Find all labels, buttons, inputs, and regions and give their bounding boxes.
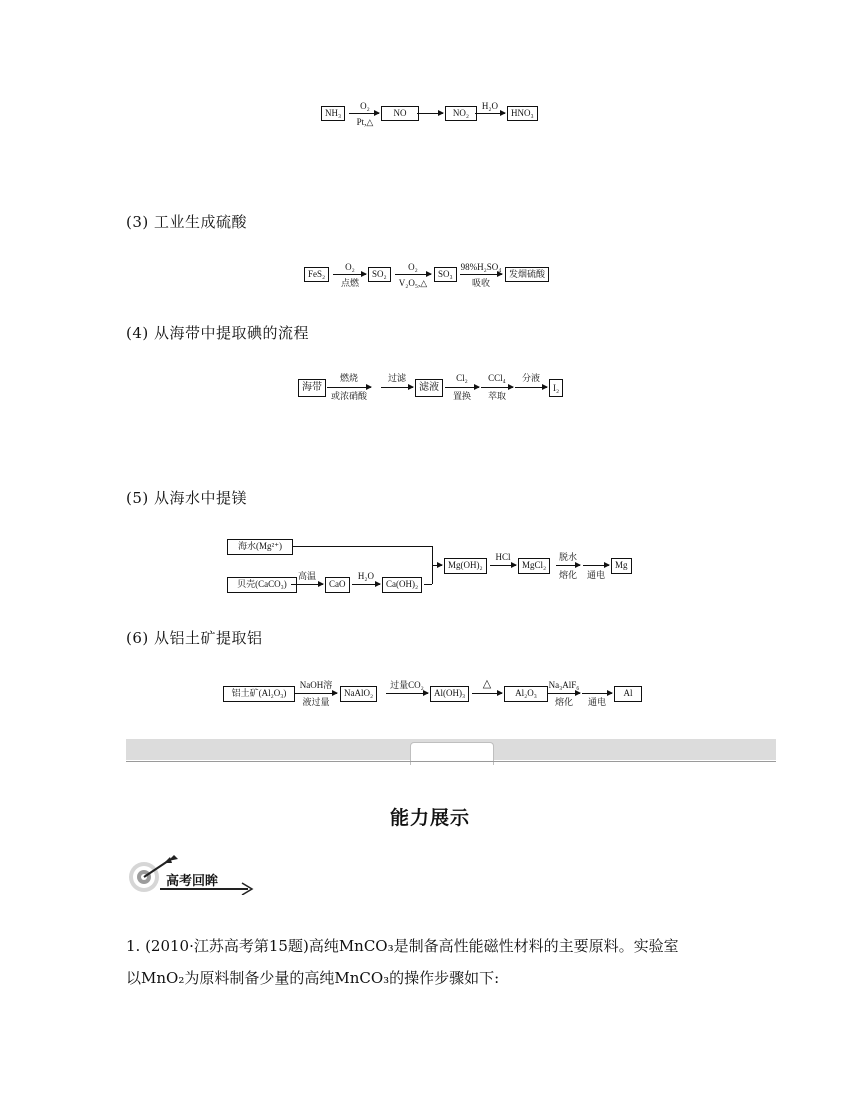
arrow-icon — [432, 565, 442, 566]
question-line-2: 以MnO₂为原料制备少量的高纯MnCO₃的操作步骤如下: — [126, 969, 500, 987]
arrow-icon — [460, 274, 502, 275]
arrow-icon — [395, 274, 431, 275]
arrow-icon — [349, 113, 379, 114]
arrow-icon — [295, 693, 337, 694]
badge-label: 高考回眸 — [166, 874, 219, 889]
connector-line — [292, 546, 432, 547]
electrolysis-label: 通电 — [586, 570, 605, 580]
shell-box: 贝壳(CaCO₃) — [227, 577, 297, 593]
connector-line — [424, 584, 432, 585]
excess-label: 液过量 — [302, 697, 330, 707]
arrow-icon — [582, 693, 612, 694]
arrow-icon — [556, 565, 580, 566]
filtrate-box: 滤液 — [415, 379, 443, 397]
arrow-icon — [381, 387, 413, 388]
arrow-icon — [490, 565, 516, 566]
arrow-icon — [481, 387, 513, 388]
arrow-icon — [352, 584, 380, 585]
al2o3-box: Al₂O₃ — [504, 686, 548, 702]
arrow-icon — [475, 113, 505, 114]
i2-box: I₂ — [549, 379, 563, 397]
so2-box: SO₂ — [368, 267, 391, 282]
seawater-box: 海水(Mg²⁺) — [227, 539, 293, 555]
melt-label: 熔化 — [558, 570, 577, 580]
naalo2-box: NaAlO₂ — [340, 686, 377, 702]
mgoh2-box: Mg(OH)₂ — [444, 558, 487, 574]
no-box: NO — [381, 106, 419, 121]
mgcl2-box: MgCl₂ — [518, 558, 550, 574]
so3-box: SO₃ — [434, 267, 457, 282]
replace-label: 置换 — [452, 391, 471, 401]
divider-line — [126, 761, 776, 762]
absorb-label: 吸收 — [471, 278, 490, 288]
arrow-icon — [386, 693, 428, 694]
review-badge — [124, 853, 264, 895]
o2-label: O₂ — [345, 262, 355, 272]
h2so4-label: 98%H₂SO₄ — [460, 262, 502, 272]
cl2-label: Cl₂ — [456, 373, 468, 383]
naoh-label: NaOH溶 — [299, 680, 333, 690]
dehydrate-label: 脱水 — [558, 552, 577, 562]
extract-label: 萃取 — [487, 391, 506, 401]
na3alf6-label: Na₃AlF₆ — [548, 680, 580, 690]
hno3-box: HNO₃ — [507, 106, 538, 121]
arrow-icon — [548, 693, 580, 694]
arrow-icon — [515, 387, 547, 388]
o2-label: O₂ — [408, 262, 418, 272]
fes2-box: FeS₂ — [304, 267, 329, 282]
acid-label: 或浓硝酸 — [330, 391, 367, 401]
bauxite-box: 铝土矿(Al₂O₃) — [223, 686, 295, 702]
question-line-1: 1. (2010·江苏高考第15题)高纯MnCO₃是制备高性能磁性材料的主要原料。实验室 — [126, 937, 679, 955]
arrow-icon — [417, 113, 443, 114]
o2-label: O₂ — [360, 101, 370, 111]
arrow-icon — [291, 584, 323, 585]
melt-label: 熔化 — [554, 697, 573, 707]
hcl-label: HCl — [495, 552, 511, 562]
section-title: 能力展示 — [389, 807, 470, 829]
section-6-heading: (6) 从铝土矿提取铝 — [126, 629, 263, 647]
arrow-icon — [327, 387, 371, 388]
section-4-heading: (4) 从海带中提取碘的流程 — [126, 324, 310, 342]
ignite-label: 点燃 — [340, 278, 359, 288]
al-box: Al — [614, 686, 642, 702]
kelp-box: 海带 — [298, 379, 326, 397]
arrow-icon — [333, 274, 366, 275]
pt-label: Pt,△ — [356, 117, 374, 127]
oleum-box: 发烟硫酸 — [505, 267, 549, 282]
filter-label: 过滤 — [387, 373, 406, 383]
catalyst-label: V₂O₅,△ — [398, 278, 428, 288]
hightemp-label: 高温 — [297, 571, 316, 581]
cao-box: CaO — [325, 577, 350, 593]
electrolysis-label: 通电 — [587, 697, 606, 707]
arrow-icon — [583, 565, 609, 566]
section-5-heading: (5) 从海水中提镁 — [126, 489, 248, 507]
mg-box: Mg — [611, 558, 632, 574]
burn-label: 燃烧 — [339, 373, 358, 383]
arrow-icon — [445, 387, 479, 388]
co2-label: 过量CO₂ — [390, 680, 424, 690]
arrow-icon — [472, 693, 502, 694]
separate-label: 分液 — [521, 373, 540, 383]
section-3-heading: (3) 工业生成硫酸 — [126, 213, 248, 231]
ccl4-label: CCl₄ — [488, 373, 506, 383]
h2o-label: H₂O — [481, 101, 499, 111]
no2-box: NO₂ — [445, 106, 477, 121]
aloh3-box: Al(OH)₃ — [430, 686, 469, 702]
heat-label: △ — [482, 678, 492, 690]
nh3-box: NH₃ — [321, 106, 345, 121]
h2o-label: H₂O — [357, 571, 375, 581]
caoh2-box: Ca(OH)₂ — [382, 577, 422, 593]
